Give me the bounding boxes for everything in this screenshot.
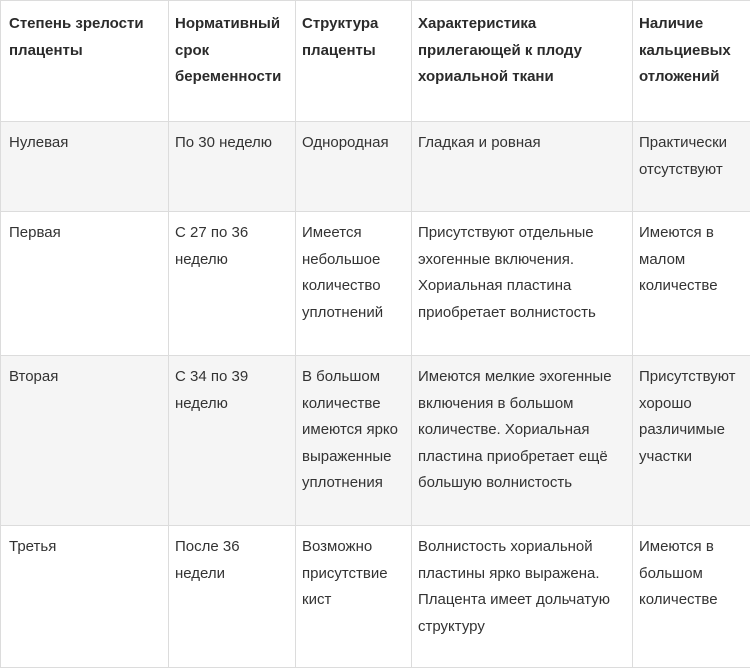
table-cell: В большом количестве имеются ярко выраженные уплотнения (296, 356, 412, 526)
table-cell: Волнистость хориальной пластины ярко выражена. Плацента имеет дольчатую структуру (412, 526, 633, 668)
header-placenta-structure: Структура плаценты (296, 1, 412, 122)
table-cell: Первая (1, 212, 169, 356)
table-cell: Возможно присутствие кист (296, 526, 412, 668)
table-cell: Практически отсутствуют (633, 122, 750, 212)
table-cell: Гладкая и ровная (412, 122, 633, 212)
header-chorial-tissue: Характеристика прилегающей к плоду хориальной ткани (412, 1, 633, 122)
table-cell: Имеются в малом количестве (633, 212, 750, 356)
header-calcium-deposits: Наличие кальциевых отложений (633, 1, 750, 122)
table-cell: Вторая (1, 356, 169, 526)
header-row (1, 1, 750, 122)
table-row (1, 356, 750, 526)
table-cell: По 30 неделю (169, 122, 296, 212)
table-cell: Присутствуют хорошо различимые участки (633, 356, 750, 526)
table-cell: Имеется небольшое количество уплотнений (296, 212, 412, 356)
table-cell: Нулевая (1, 122, 169, 212)
table-cell: Имеются мелкие эхогенные включения в большом количестве. Хориальная пластина приобретает ещё большую волнистость (412, 356, 633, 526)
table-cell: Присутствуют отдельные эхогенные включения. Хориальная пластина приобретает волнистость (412, 212, 633, 356)
table-cell: Имеются в большом количестве (633, 526, 750, 668)
header-maturity-degree: Степень зрелости плаценты (1, 1, 169, 122)
table-cell: После 36 недели (169, 526, 296, 668)
header-normative-term: Нормативный срок беременности (169, 1, 296, 122)
table-row (1, 526, 750, 668)
table-cell: С 34 по 39 неделю (169, 356, 296, 526)
table-row (1, 122, 750, 212)
table-cell: Однородная (296, 122, 412, 212)
table-row (1, 212, 750, 356)
table-cell: Третья (1, 526, 169, 668)
table-cell: С 27 по 36 неделю (169, 212, 296, 356)
